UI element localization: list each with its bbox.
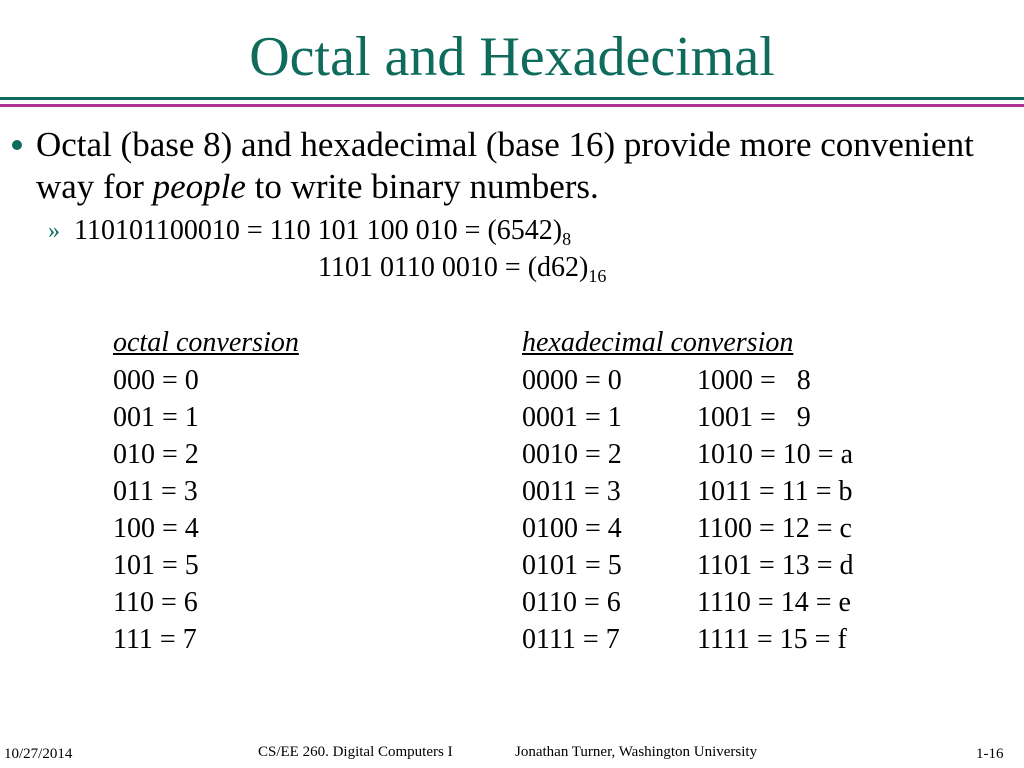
bullet-text [36, 124, 1016, 208]
equation-hex-base: 16 [588, 266, 607, 286]
hex-row: 1100 = 12 = c [697, 513, 852, 544]
hex-row: 1011 = 11 = b [697, 476, 853, 507]
bullet-text-end: to write binary numbers. [245, 167, 599, 206]
hex-row: 0000 = 0 [522, 365, 622, 396]
hex-row: 0001 = 1 [522, 402, 622, 433]
slide-title: Octal and Hexadecimal [249, 26, 775, 88]
footer-page-number: 1-16 [976, 746, 1004, 762]
footer-date: 10/27/2014 [4, 746, 73, 762]
equation-hex-text: 1101 0110 0010 = (d62) [318, 252, 589, 283]
hex-row: 0010 = 2 [522, 439, 622, 470]
octal-row: 101 = 5 [113, 550, 199, 581]
hex-row: 1001 = 9 [697, 402, 811, 433]
hex-row: 1111 = 15 = f [697, 624, 847, 655]
hex-row: 1101 = 13 = d [697, 550, 854, 581]
bullet-text-start: Octal (base 8) and hexadecimal (base 16) provide more convenient way for [36, 125, 974, 206]
octal-row: 011 = 3 [113, 476, 198, 507]
octal-row: 110 = 6 [113, 587, 198, 618]
octal-row: 001 = 1 [113, 402, 199, 433]
hex-row: 0101 = 5 [522, 550, 622, 581]
octal-row: 111 = 7 [113, 624, 197, 655]
bullet-italic-word: people [152, 167, 246, 206]
footer-author: Jonathan Turner, Washington University [515, 744, 758, 760]
equation-octal-text: 110101100010 = 110 101 100 010 = (6542) [74, 215, 563, 246]
octal-row: 100 = 4 [113, 513, 199, 544]
equation-octal [74, 214, 571, 248]
title-rule-bottom [0, 104, 1024, 107]
hex-heading: hexadecimal conversion [522, 327, 794, 358]
hex-row: 0110 = 6 [522, 587, 621, 618]
hex-row: 1110 = 14 = e [697, 587, 851, 618]
hex-row: 1000 = 8 [697, 365, 811, 396]
equation-hex [318, 251, 606, 285]
sub-bullet-marker: » [48, 218, 60, 244]
hex-row: 1010 = 10 = a [697, 439, 854, 470]
bullet-dot-icon [12, 140, 22, 150]
equation-octal-base: 8 [562, 229, 572, 249]
hex-row: 0111 = 7 [522, 624, 620, 655]
octal-heading: octal conversion [113, 327, 299, 358]
octal-row: 010 = 2 [113, 439, 199, 470]
title-rule-top [0, 97, 1024, 100]
octal-row: 000 = 0 [113, 365, 199, 396]
hex-row: 0011 = 3 [522, 476, 621, 507]
hex-row: 0100 = 4 [522, 513, 622, 544]
footer-course: CS/EE 260. Digital Computers I [258, 744, 453, 760]
hex-table-right [697, 362, 854, 658]
octal-table [113, 362, 199, 658]
hex-table-left [522, 362, 622, 658]
